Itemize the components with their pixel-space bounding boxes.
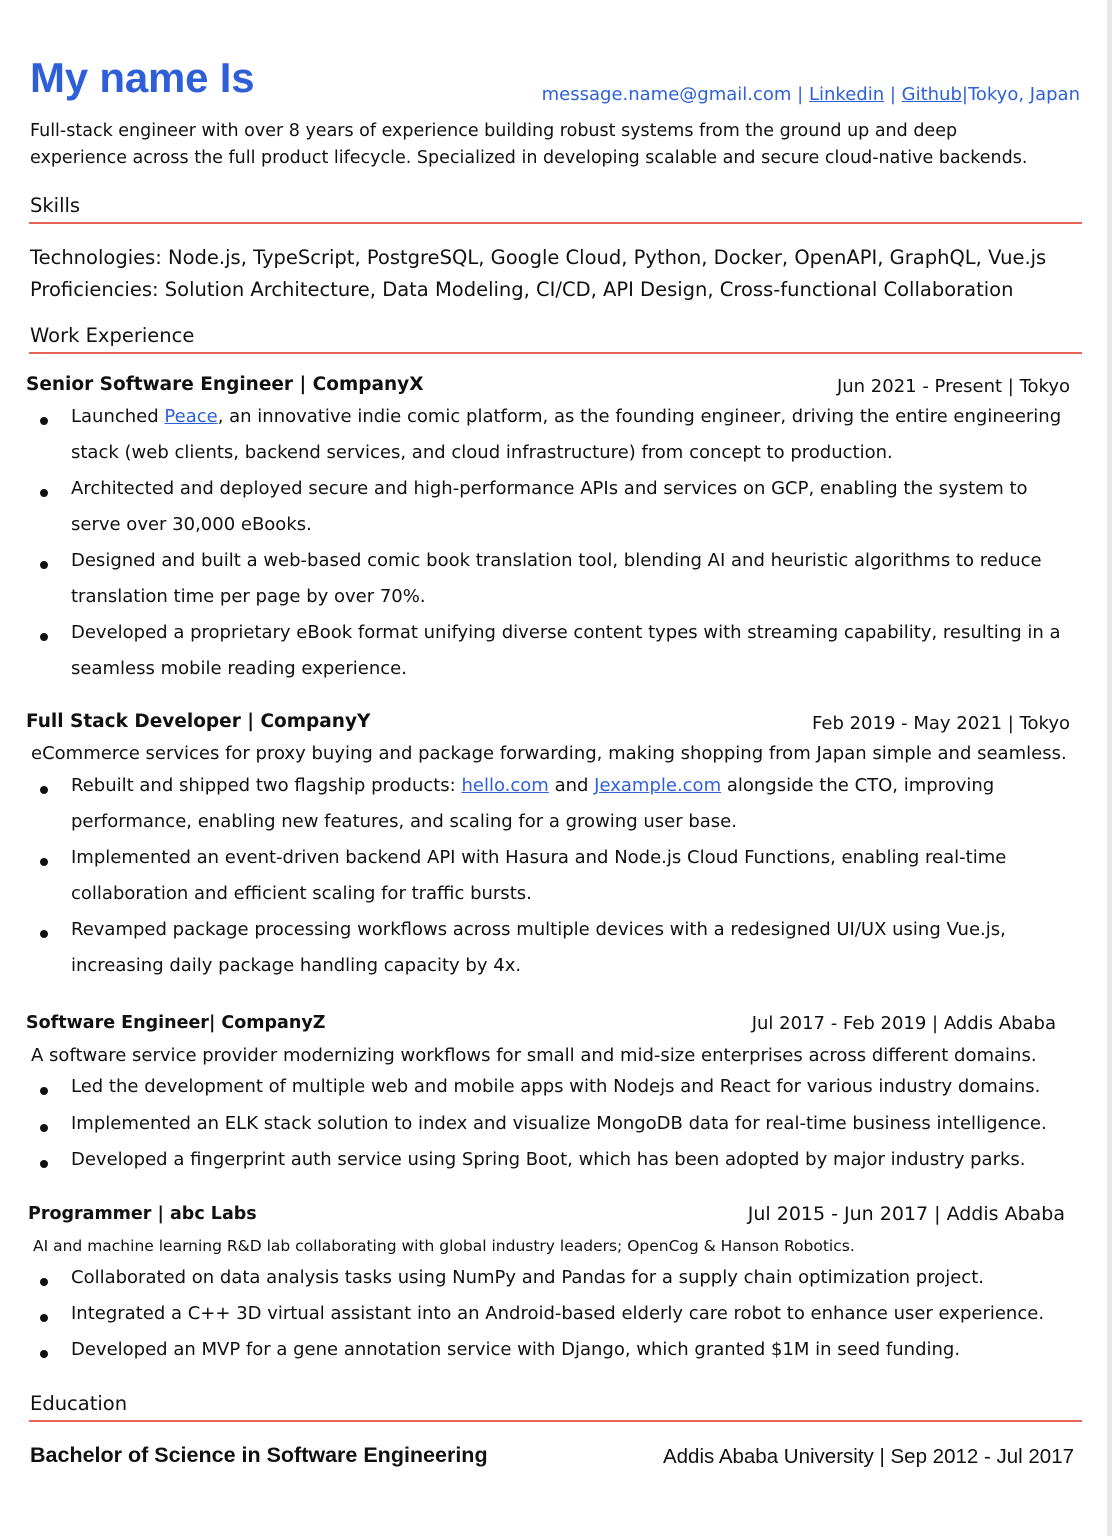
bullet-dot-icon bbox=[40, 1314, 48, 1322]
bullet-text: serve over 30,000 eBooks. bbox=[71, 514, 312, 535]
page-edge bbox=[1107, 0, 1112, 1536]
bullet-text-part: Launched bbox=[71, 406, 165, 427]
job-date: Jul 2015 - Jun 2017 | Addis Ababa bbox=[747, 1203, 1065, 1225]
section-divider bbox=[29, 352, 1082, 354]
bullet-text: Developed an MVP for a gene annotation service with Django, which granted $1M in seed funding. bbox=[71, 1339, 961, 1360]
bullet-text-part: alongside the CTO, improving bbox=[721, 775, 995, 796]
contact-separator: | bbox=[791, 84, 809, 105]
bullet-text-part: and bbox=[548, 775, 595, 796]
company-description: AI and machine learning R&D lab collaborating with global industry leaders; OpenCog & Hanson Robotics. bbox=[33, 1237, 855, 1255]
bullet-text: Designed and built a web-based comic book translation tool, blending AI and heuristic algorithms to reduce bbox=[71, 550, 1042, 571]
bullet-text: Developed a proprietary eBook format unifying diverse content types with streaming capability, resulting in a bbox=[71, 622, 1061, 643]
job-date: Jun 2021 - Present | Tokyo bbox=[836, 376, 1070, 397]
jexample-link[interactable]: Jexample.com bbox=[594, 775, 722, 796]
email-text[interactable]: message.name@gmail.com bbox=[541, 84, 792, 105]
bullet-text: seamless mobile reading experience. bbox=[71, 658, 407, 679]
skills-proficiencies: Proficiencies: Solution Architecture, Data Modeling, CI/CD, API Design, Cross-functional Collaboration bbox=[30, 278, 1014, 301]
job-date: Jul 2017 - Feb 2019 | Addis Ababa bbox=[751, 1013, 1056, 1034]
education-degree: Bachelor of Science in Software Engineering bbox=[30, 1443, 488, 1467]
hello-link[interactable]: hello.com bbox=[461, 775, 549, 796]
bullet-dot-icon bbox=[40, 1124, 48, 1132]
bullet-text bbox=[71, 406, 1061, 427]
bullet-dot-icon bbox=[40, 1160, 48, 1168]
job-date: Feb 2019 - May 2021 | Tokyo bbox=[812, 713, 1070, 734]
bullet-dot-icon bbox=[40, 930, 48, 938]
bullet-text: Architected and deployed secure and high-performance APIs and services on GCP, enabling the system to bbox=[71, 478, 1028, 499]
company-description: eCommerce services for proxy buying and package forwarding, making shopping from Japan simple and seamless. bbox=[31, 743, 1067, 764]
job-title: Senior Software Engineer | CompanyX bbox=[26, 374, 424, 395]
bullet-text: Led the development of multiple web and mobile apps with Nodejs and React for various industry domains. bbox=[71, 1076, 1041, 1097]
bullet-dot-icon bbox=[40, 1087, 48, 1095]
bullet-text: Developed a fingerprint auth service using Spring Boot, which has been adopted by major industry parks. bbox=[71, 1149, 1026, 1170]
bullet-text: Integrated a C++ 3D virtual assistant into an Android-based elderly care robot to enhance user experience. bbox=[71, 1303, 1045, 1324]
bullet-dot-icon bbox=[40, 858, 48, 866]
skills-technologies: Technologies: Node.js, TypeScript, PostgreSQL, Google Cloud, Python, Docker, OpenAPI, GraphQL, Vue.js bbox=[30, 246, 1047, 269]
github-link[interactable]: Github bbox=[901, 84, 962, 105]
bullet-text: Revamped package processing workflows across multiple devices with a redesigned UI/UX using Vue.js, bbox=[71, 919, 1006, 940]
bullet-text: collaboration and efficient scaling for traffic bursts. bbox=[71, 883, 532, 904]
bullet-dot-icon bbox=[40, 417, 48, 425]
contact-separator: | bbox=[884, 84, 902, 105]
linkedin-link[interactable]: Linkedin bbox=[808, 84, 885, 105]
section-title-skills: Skills bbox=[30, 194, 81, 217]
bullet-text: Implemented an event-driven backend API with Hasura and Node.js Cloud Functions, enabling real-time bbox=[71, 847, 1007, 868]
company-description: A software service provider modernizing workflows for small and mid-size enterprises across different domains. bbox=[31, 1045, 1037, 1066]
education-school-dates: Addis Ababa University | Sep 2012 - Jul 2017 bbox=[662, 1445, 1074, 1468]
bullet-text: translation time per page by over 70%. bbox=[71, 586, 426, 607]
section-title-education: Education bbox=[30, 1392, 128, 1415]
bullet-dot-icon bbox=[40, 1350, 48, 1358]
summary-line: experience across the full product lifecycle. Specialized in developing scalable and secure cloud-native backends. bbox=[30, 148, 1028, 168]
contact-separator: | bbox=[961, 84, 968, 105]
bullet-dot-icon bbox=[40, 489, 48, 497]
job-title: Full Stack Developer | CompanyY bbox=[26, 711, 371, 732]
bullet-dot-icon bbox=[40, 633, 48, 641]
summary-line: Full-stack engineer with over 8 years of experience building robust systems from the ground up and deep bbox=[30, 121, 958, 141]
bullet-text: Implemented an ELK stack solution to index and visualize MongoDB data for real-time business intelligence. bbox=[71, 1113, 1047, 1134]
bullet-text-part: , an innovative indie comic platform, as the founding engineer, driving the entire engineering bbox=[217, 406, 1062, 427]
peace-link[interactable]: Peace bbox=[164, 406, 218, 427]
bullet-text-part: Rebuilt and shipped two flagship products: bbox=[71, 775, 462, 796]
bullet-text: Collaborated on data analysis tasks using NumPy and Pandas for a supply chain optimization project. bbox=[71, 1267, 984, 1288]
bullet-dot-icon bbox=[40, 1278, 48, 1286]
section-divider bbox=[29, 1420, 1082, 1422]
bullet-text: stack (web clients, backend services, and cloud infrastructure) from concept to production. bbox=[71, 442, 893, 463]
job-title: Software Engineer| CompanyZ bbox=[26, 1013, 326, 1033]
contact-line bbox=[542, 84, 1080, 105]
job-title: Programmer | abc Labs bbox=[28, 1204, 257, 1224]
resume-name: My name Is bbox=[30, 54, 255, 101]
bullet-dot-icon bbox=[40, 561, 48, 569]
bullet-text bbox=[71, 775, 994, 796]
section-divider bbox=[29, 222, 1082, 224]
bullet-dot-icon bbox=[40, 786, 48, 794]
bullet-text: increasing daily package handling capacity by 4x. bbox=[71, 955, 522, 976]
bullet-text: performance, enabling new features, and scaling for a growing user base. bbox=[71, 811, 737, 832]
location-text: Tokyo, Japan bbox=[967, 84, 1080, 105]
section-title-work: Work Experience bbox=[30, 324, 195, 347]
